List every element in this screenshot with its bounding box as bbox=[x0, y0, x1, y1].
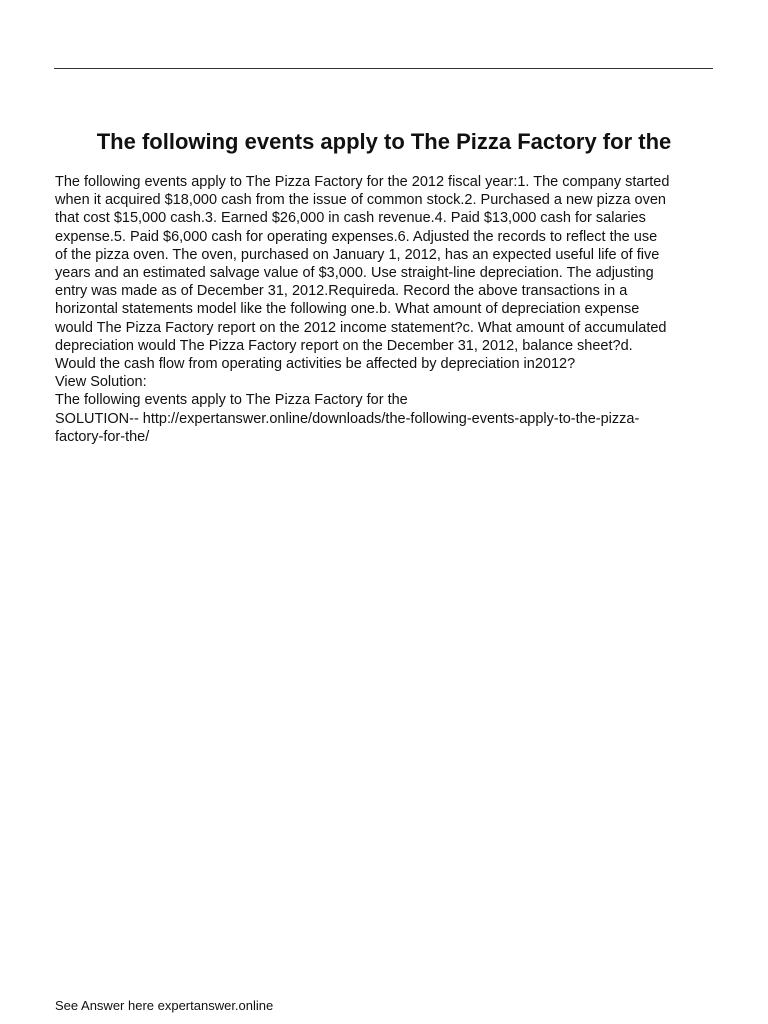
header-rule bbox=[54, 68, 713, 69]
page-title: The following events apply to The Pizza Factory for the bbox=[96, 129, 672, 154]
document-body bbox=[55, 173, 720, 446]
question-line: entry was made as of December 31, 2012.Requireda. Record the above transactions in a bbox=[55, 283, 628, 300]
question-line: when it acquired $18,000 cash from the issue of common stock.2. Purchased a new pizza oven bbox=[55, 192, 666, 209]
view-solution-label: View Solution: bbox=[55, 374, 147, 391]
question-line: expense.5. Paid $6,000 cash for operating expenses.6. Adjusted the records to reflect the use bbox=[55, 228, 658, 245]
solution-link-continued[interactable]: factory-for-the/ bbox=[55, 428, 150, 445]
solution-title: The following events apply to The Pizza Factory for the bbox=[55, 392, 408, 409]
footer-text: See Answer here expertanswer.online bbox=[55, 998, 274, 1013]
question-line: Would the cash flow from operating activities be affected by depreciation in2012? bbox=[55, 356, 576, 373]
question-line: that cost $15,000 cash.3. Earned $26,000 in cash revenue.4. Paid $13,000 cash for salaries bbox=[55, 210, 646, 227]
question-line: of the pizza oven. The oven, purchased on January 1, 2012, has an expected useful life of five bbox=[55, 246, 660, 263]
question-line: would The Pizza Factory report on the 2012 income statement?c. What amount of accumulated bbox=[55, 319, 667, 336]
question-line: horizontal statements model like the following one.b. What amount of depreciation expense bbox=[55, 301, 640, 318]
question-line: depreciation would The Pizza Factory report on the December 31, 2012, balance sheet?d. bbox=[55, 337, 633, 354]
solution-link[interactable]: SOLUTION-- http://expertanswer.online/downloads/the-following-events-apply-to-the-pizza- bbox=[55, 410, 640, 427]
question-line: The following events apply to The Pizza Factory for the 2012 fiscal year:1. The company started bbox=[55, 174, 670, 190]
question-line: years and an estimated salvage value of $3,000. Use straight-line depreciation. The adjusting bbox=[55, 265, 654, 282]
